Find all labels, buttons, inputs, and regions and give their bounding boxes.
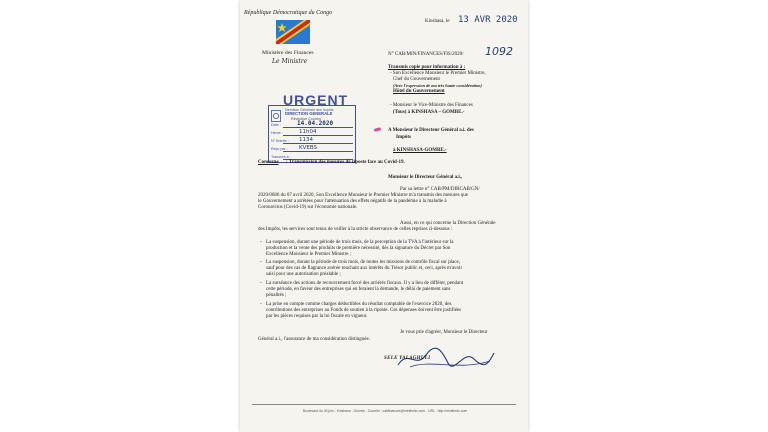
footer-address: Boulevard du 30 juin - Kinshasa - Gombe - Courriel : cabfinances@minfinrdc.com - URL : http://minfinrdc.com (302, 409, 468, 413)
bullet-2-line-3: saisi pour une autorisation préalable ; (266, 272, 341, 277)
stamp-received-label: Reçu par : (271, 147, 288, 151)
stamp-line-2: DIRECTION GENERALE (285, 111, 333, 116)
recipient-line-1: A Monsieur le Directeur Général a.i. des (388, 128, 474, 133)
stamp-hour-label: Heure : (271, 131, 283, 135)
bullet-2-line-2: sauf pour des cas de flagrance avérée touchant aux intérêts du Trésor public et, ceci, après m'avoir (266, 266, 463, 271)
reference-prefix: N° CAB/MIN/FINANCES/FIS/2020/ (388, 52, 464, 57)
reference-number: 1092 (485, 45, 513, 58)
paragraph-1-line-3: le Gouvernement a arrêtées pour l'atténuation des effets négatifs de la pandémie à la maladie à (258, 199, 447, 204)
bullet-3-marker: - (260, 281, 262, 286)
closing-line-1: Je vous prie d'agréer, Monsieur le Directeur (400, 330, 488, 335)
city-date-prefix: Kinshasa, le (425, 19, 450, 24)
transmission-title: Transmis copie pour information à : (388, 65, 466, 70)
stamp-divider (283, 135, 353, 136)
stamp-divider (283, 151, 353, 152)
stamp-divider (283, 127, 353, 128)
footer-divider (252, 404, 516, 405)
bullet-4-line-1: La prise en compte comme charges déductibles du résultat comptable de l'exercice 2020, des (266, 302, 452, 307)
bullet-1-line-2: production et la vente des produits de première nécessité, dès la signature du Décret par Son (266, 246, 451, 251)
paragraph-1-line-1: Par sa lettre n° CAB/PM/DIRCAB/GN/ (400, 187, 480, 192)
stamp-line-3: Réception Courrier (291, 117, 322, 121)
reception-stamp (268, 92, 356, 163)
stamp-transmitted-label: Transmis à : (271, 155, 291, 159)
transmission-line-5: - Monsieur le Vice-Ministre des Finances (390, 103, 473, 108)
transmission-line-2: Chef du Gouvernement (393, 77, 440, 82)
stamp-entry-label: N° Entrée : (271, 139, 289, 143)
letter-page (240, 0, 528, 432)
bullet-1-marker: - (260, 240, 262, 245)
transmission-line-4: Hôtel du Gouvernement (393, 89, 445, 94)
bullet-1-line-3: Excellence Monsieur le Premier Ministre ; (266, 252, 352, 257)
transmission-line-1: - Son Excellence Monsieur le Premier Ministre, (390, 71, 486, 76)
bullet-2-line-1: La suspension, durant la période de trois mois, de toutes les missions de contrôle fiscal sur place, (266, 260, 460, 265)
bullet-4-line-2: contributions des entreprises au Fonds de soutien à la riposte. Ces dépenses doivent être justifiées (266, 308, 462, 313)
urgent-stamp: URGENT (283, 92, 349, 108)
recipient-city: à KINSHASA-GOMBE.- (393, 148, 447, 153)
ministry-name: Ministère des Finances (262, 50, 314, 56)
transmission-line-3: (Avec l'expression de ma très haute considération) (393, 83, 482, 88)
stamp-hour-value: 11h04 (299, 129, 317, 135)
letter-date: 13 AVR 2020 (458, 15, 518, 25)
bullet-3-line-1: La surséance des actions de recouvrement forcé des arriérés fiscaux. Il y a lieu de différer, pendant (266, 281, 464, 286)
bullet-2-marker: - (260, 260, 262, 265)
minister-title: Le Ministre (272, 58, 308, 65)
highlight-mark (374, 127, 382, 132)
stamp-received-value: KVEBS (299, 145, 318, 151)
paragraph-1-line-4: Coronavirus (Covid-19) sur l'économie nationale. (258, 205, 358, 210)
stamp-entry-value: 1134 (299, 137, 313, 143)
salutation: Monsieur le Directeur Général a.i., (388, 175, 463, 180)
paragraph-2-line-2: des Impôts, les services sont tenus de veiller à la stricte observance de celles reprises ci-dessous : (258, 227, 453, 232)
subject-text: : Transmission des mesures de riposte face au Covid-19. (286, 160, 405, 165)
stamp-date-label: Date : (271, 123, 281, 127)
bullet-4-marker: - (260, 302, 262, 307)
transmission-line-6: (Tous) à KINSHASA – GOMBE.- (393, 110, 465, 115)
bullet-3-line-3: pénalités ; (266, 293, 287, 298)
closing-line-2: Général a.i., l'assurance de ma considération distinguée. (258, 337, 370, 342)
drc-flag-icon (276, 20, 310, 44)
bullet-1-line-1: La suspension, durant une période de trois mois, de la perception de la TVA à l'intérieur sur la (266, 240, 454, 245)
bullet-4-line-3: par les pièces requises par la loi fiscale en vigueur. (266, 314, 368, 319)
bullet-3-line-2: cette période, en faveur des entreprises qui en feraient la demande, le délai de paiement sans (266, 287, 451, 292)
republic-title: République Démocratique du Congo (244, 10, 333, 16)
stamp-date-value: 14.04.2020 (297, 120, 334, 127)
subject-label: Concerne (258, 160, 279, 165)
dgi-logo-icon (271, 110, 281, 122)
stamp-line-1: Direction Générale des Impôts (285, 108, 334, 112)
paragraph-1-line-2: 2020/0686 du 07 avril 2020, Son Excellence Monsieur le Premier Ministre m'a transmis des mesures que (258, 193, 469, 198)
stamp-divider (283, 143, 353, 144)
recipient-line-2: Impôts (396, 135, 412, 140)
signatory-name: SELE YALAGHULI (384, 356, 431, 361)
paragraph-2-line-1: Aussi, en ce qui concerne la Direction Générale (400, 221, 496, 226)
